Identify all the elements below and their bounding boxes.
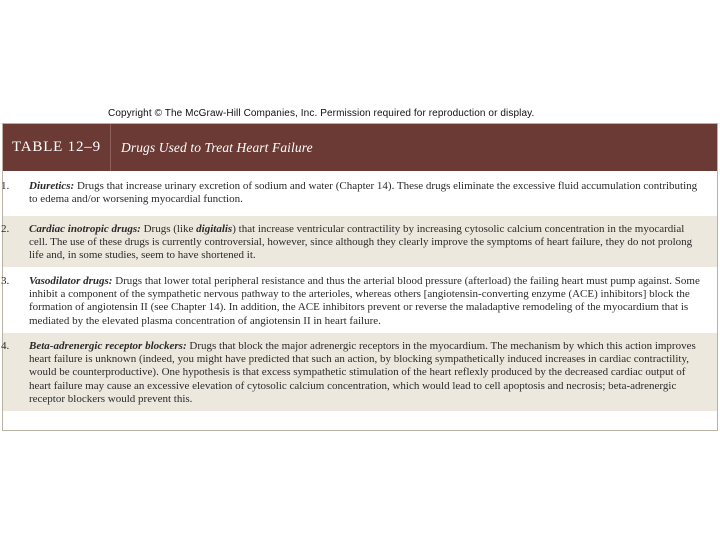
row-term: Beta-adrenergic receptor blockers: — [29, 340, 187, 352]
row-content — [1, 275, 705, 328]
table-row-vasodilator — [3, 268, 717, 333]
table-body — [3, 171, 717, 412]
row-term: Vasodilator drugs: — [29, 275, 113, 287]
table-title: Drugs Used to Treat Heart Failure — [121, 139, 313, 155]
table-number: TABLE 12–9 — [12, 139, 101, 155]
row-number: 2. — [1, 223, 10, 235]
row-content — [1, 340, 705, 406]
row-term: Cardiac inotropic drugs: — [29, 223, 141, 235]
row-emphasis: digitalis — [196, 223, 233, 235]
table-row-diuretics — [3, 171, 717, 216]
row-content — [1, 223, 705, 263]
row-text-before: Drugs (like — [140, 223, 197, 235]
row-text: Drugs that block the major adrenergic receptors in the myocardium. The mechanism by which this action improves heart failure is unknown (indeed, you might have predicted that such an action, by blocking sympathetically induced increases in cardiac contractility, would be counterproductive). One hypothesis is that excess sympathetic stimulation of the heart reflexly produced by the decreased cardiac output of heart failure may cause an excessive elevation of cytosolic calcium concentration, which would lead to cell apoptosis and necrosis; beta-adrenergic receptor blockers would prevent this. — [29, 340, 696, 405]
header-divider — [110, 124, 111, 171]
row-text: Drugs that lower total peripheral resistance and thus the arterial blood pressure (afterload) the failing heart must pump against. Some inhibit a component of the sympathetic nervous pathway to the arterioles, whereas others [angiotensin-converting enzyme (ACE) inhibitors] block the formation of angiotensin II (see Chapter 14). In addition, the ACE inhibitors prevent or reverse the maladaptive remodeling of the myocardium that is mediated by the elevated plasma concentration of angiotensin II in heart failure. — [29, 275, 700, 327]
table-row-beta-blockers — [3, 333, 717, 412]
row-number: 1. — [1, 180, 10, 192]
row-term: Diuretics: — [29, 180, 75, 192]
row-text: Drugs that increase urinary excretion of sodium and water (Chapter 14). These drugs eliminate the excessive fluid accumulation contributing to edema and/or worsening myocardial function. — [29, 180, 698, 206]
row-content — [1, 180, 705, 206]
row-number: 3. — [1, 275, 10, 287]
drug-table — [2, 123, 718, 431]
table-header — [3, 124, 717, 171]
table-row-inotropic — [3, 216, 717, 268]
row-text-after: ) that increase ventricular contractility by increasing cytosolic calcium concentration in the myocardial cell. The use of these drugs is currently controversial, however, since although they clearly improve the symptoms of heart failure, they do not prolong life and, in some studies, seem to have shortened it. — [29, 223, 693, 262]
copyright-notice: Copyright © The McGraw-Hill Companies, Inc. Permission required for reproduction or display. — [108, 108, 535, 119]
row-number: 4. — [1, 340, 10, 352]
